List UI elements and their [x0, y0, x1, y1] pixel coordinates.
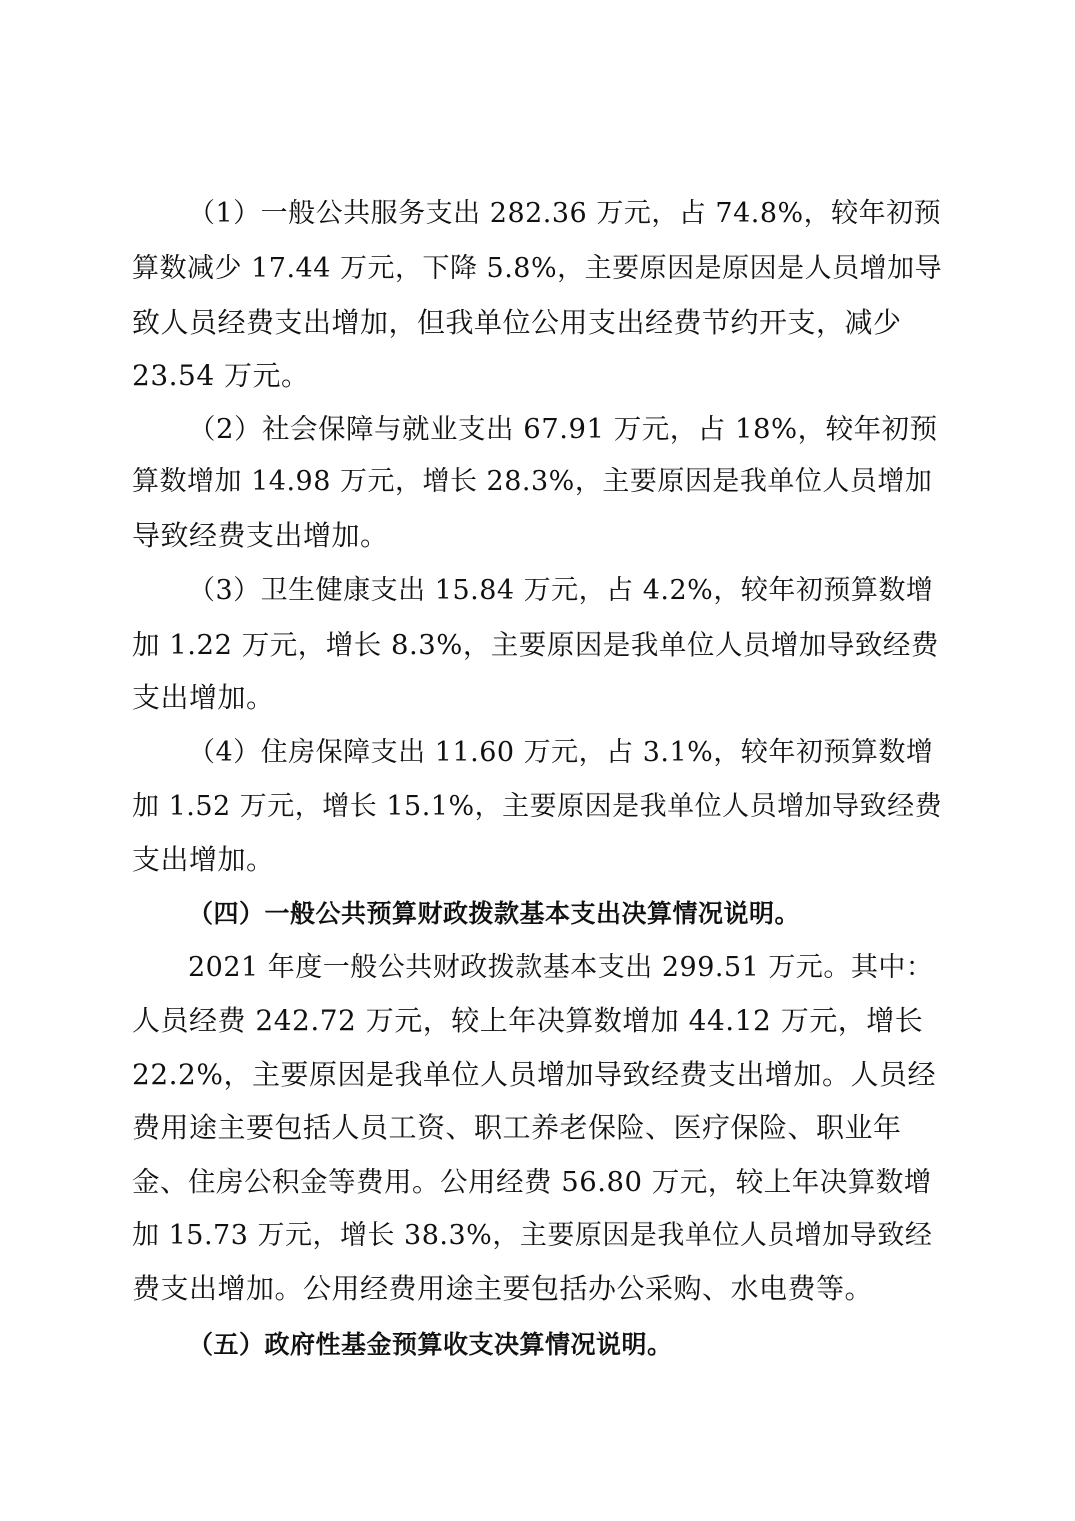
section-heading-5: （五）政府性基金预算收支决算情况说明。	[188, 1330, 673, 1359]
paragraph-1-line-4: 23.54 万元。	[132, 359, 310, 392]
paragraph-2-line-3: 导致经费支出增加。	[132, 519, 389, 552]
paragraph-1-line-2: 算数减少 17.44 万元，下降 5.8%，主要原因是原因是人员增加导	[132, 253, 943, 284]
paragraph-5-line-6: 加 15.73 万元，增长 38.3%，主要原因是我单位人员增加导致经	[132, 1220, 933, 1251]
paragraph-1-line-3: 致人员经费支出增加，但我单位公用支出经费节约开支，减少	[132, 306, 902, 339]
section-heading-4: （四）一般公共预算财政拨款基本支出决算情况说明。	[188, 899, 801, 928]
paragraph-5-line-7: 费支出增加。公用经费用途主要包括办公采购、水电费等。	[132, 1272, 874, 1305]
paragraph-5-line-2: 人员经费 242.72 万元，较上年决算数增加 44.12 万元，增长	[132, 1004, 924, 1037]
paragraph-4-line-2: 加 1.52 万元，增长 15.1%，主要原因是我单位人员增加导致经费	[132, 791, 943, 822]
paragraph-5-line-5: 金、住房公积金等费用。公用经费 56.80 万元，较上年决算数增	[132, 1166, 932, 1198]
paragraph-5-line-4: 费用途主要包括人员工资、职工养老保险、医疗保险、职业年	[132, 1111, 902, 1144]
paragraph-4-line-3: 支出增加。	[132, 843, 275, 876]
paragraph-5-line-1: 2021 年度一般公共财政拨款基本支出 299.51 万元。其中：	[188, 952, 934, 983]
paragraph-3-line-3: 支出增加。	[132, 681, 275, 714]
paragraph-5-line-3: 22.2%，主要原因是我单位人员增加导致经费支出增加。人员经	[132, 1058, 936, 1091]
paragraph-3-line-2: 加 1.22 万元，增长 8.3%，主要原因是我单位人员增加导致经费	[132, 629, 939, 661]
paragraph-3-line-1: （3）卫生健康支出 15.84 万元，占 4.2%，较年初预算数增	[188, 575, 934, 606]
paragraph-4-line-1: （4）住房保障支出 11.60 万元，占 3.1%，较年初预算数增	[188, 737, 934, 768]
paragraph-2-line-1: （2）社会保障与就业支出 67.91 万元，占 18%，较年初预	[188, 413, 938, 445]
paragraph-1-line-1: （1）一般公共服务支出 282.36 万元，占 74.8%，较年初预	[188, 198, 942, 229]
paragraph-2-line-2: 算数增加 14.98 万元，增长 28.3%，主要原因是我单位人员增加	[132, 466, 933, 497]
